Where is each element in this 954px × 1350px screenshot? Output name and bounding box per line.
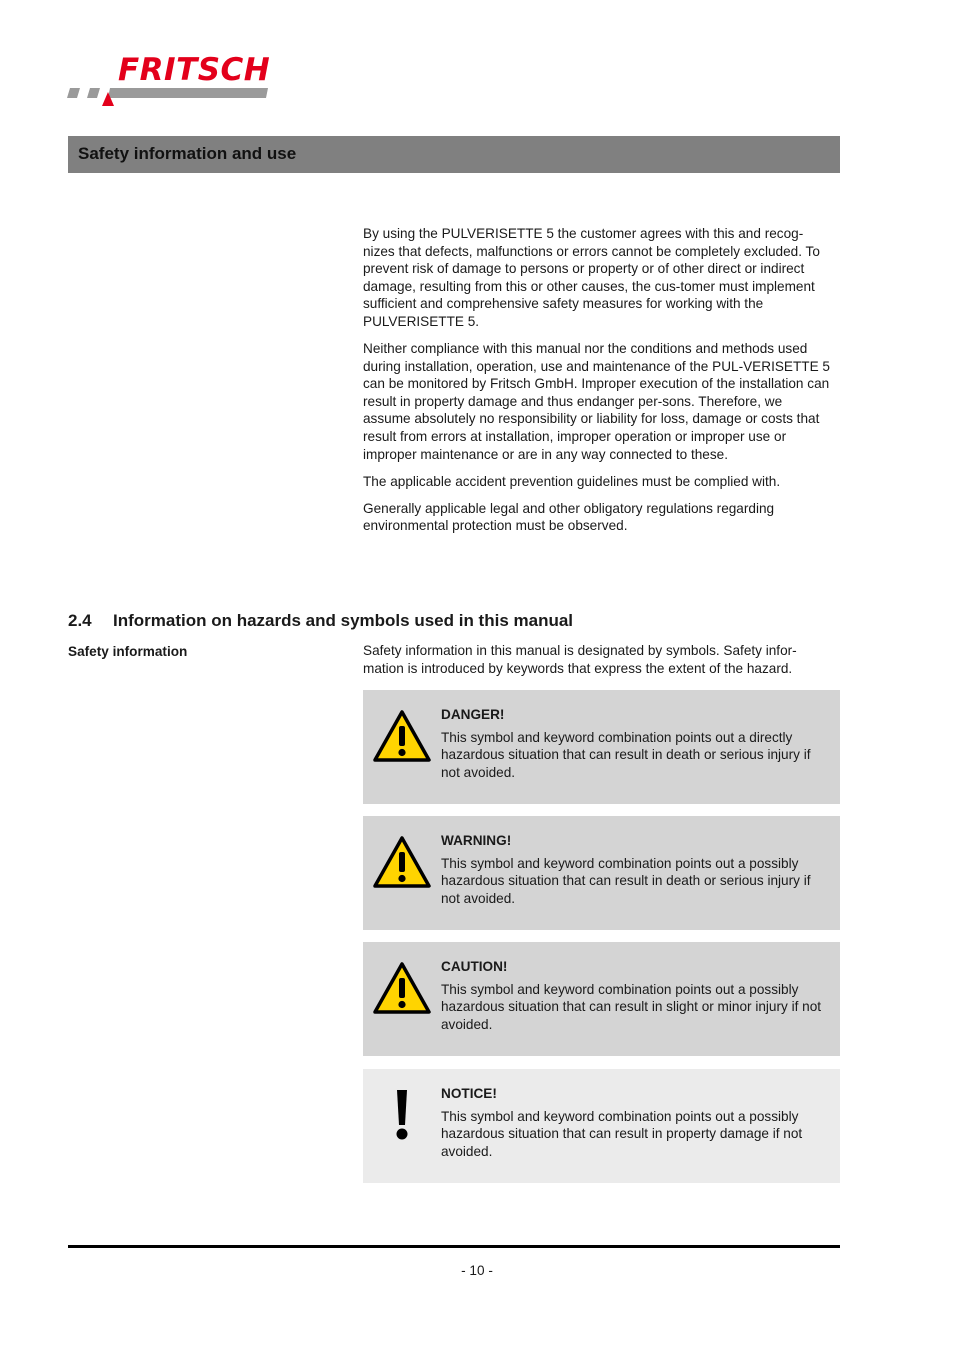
- hazard-keyword: NOTICE!: [441, 1086, 497, 1101]
- footer-rule: [68, 1245, 840, 1248]
- section-heading: [68, 609, 573, 633]
- danger-box: [363, 690, 840, 804]
- hazard-text: [441, 832, 833, 907]
- intro-text: [363, 225, 833, 545]
- notice-box: [363, 1069, 840, 1183]
- caution-box: [363, 942, 840, 1056]
- hazard-text: [441, 706, 833, 781]
- hazard-keyword: WARNING!: [441, 833, 512, 848]
- hazard-description: This symbol and keyword combination points out a directly hazardous situation that can result in death or serious injury if not avoided.: [441, 729, 811, 780]
- warning-box: [363, 816, 840, 930]
- page-number: - 10 -: [461, 1263, 493, 1278]
- section-number: 2.4: [68, 611, 92, 630]
- hazard-text: [441, 958, 833, 1033]
- hazard-keyword: DANGER!: [441, 707, 505, 722]
- hazard-description: This symbol and keyword combination points out a possibly hazardous situation that can result in property damage if not avoided.: [441, 1108, 803, 1159]
- section-heading-title: Information on hazards and symbols used in this manual: [113, 611, 574, 630]
- hazard-text: [441, 1085, 833, 1160]
- section-title: Safety information and use: [78, 144, 297, 163]
- fritsch-logo: [66, 52, 286, 112]
- section-header-bar: [68, 136, 840, 173]
- warning-triangle-icon: [372, 835, 432, 889]
- paragraph: The applicable accident prevention guidelines must be complied with.: [363, 473, 781, 489]
- warning-triangle-icon: [372, 709, 432, 763]
- hazard-keyword: CAUTION!: [441, 959, 508, 974]
- margin-label: Safety information: [68, 644, 188, 659]
- warning-triangle-icon: [372, 961, 432, 1015]
- paragraph: Neither compliance with this manual nor the conditions and methods used during installation, operation, use and maintenance of the PUL-VERISETTE 5 can be monitored by Fritsch GmbH. Improper execution of the installation can result in property damage and thus endanger per-sons. Therefore, we assume absolutely no responsibility or liability for loss, damage or costs that result from errors at installation, improper operation or improper use or improper maintenance or are in any way connected to these.: [363, 341, 830, 462]
- safety-intro-text: Safety information in this manual is designated by symbols. Safety infor-mation is introduced by keywords that express the extent of the hazard.: [363, 643, 797, 676]
- exclamation-icon: [372, 1088, 432, 1142]
- hazard-description: This symbol and keyword combination points out a possibly hazardous situation that can result in death or serious injury if not avoided.: [441, 855, 811, 906]
- paragraph: Generally applicable legal and other obligatory regulations regarding environmental protection must be observed.: [363, 500, 775, 534]
- logo-wordmark: FRITSCH: [118, 52, 271, 88]
- hazard-description: This symbol and keyword combination points out a possibly hazardous situation that can result in slight or minor injury if not avoided.: [441, 981, 822, 1032]
- paragraph: By using the PULVERISETTE 5 the customer agrees with this and recog-nizes that defects, malfunctions or errors cannot be completely excluded. To prevent risk of damage to persons or property or of other direct or indirect damage, resulting from this or other causes, the cus-tomer must implement sufficient and comprehensive safety measures for working with the PULVERISETTE 5.: [363, 226, 820, 329]
